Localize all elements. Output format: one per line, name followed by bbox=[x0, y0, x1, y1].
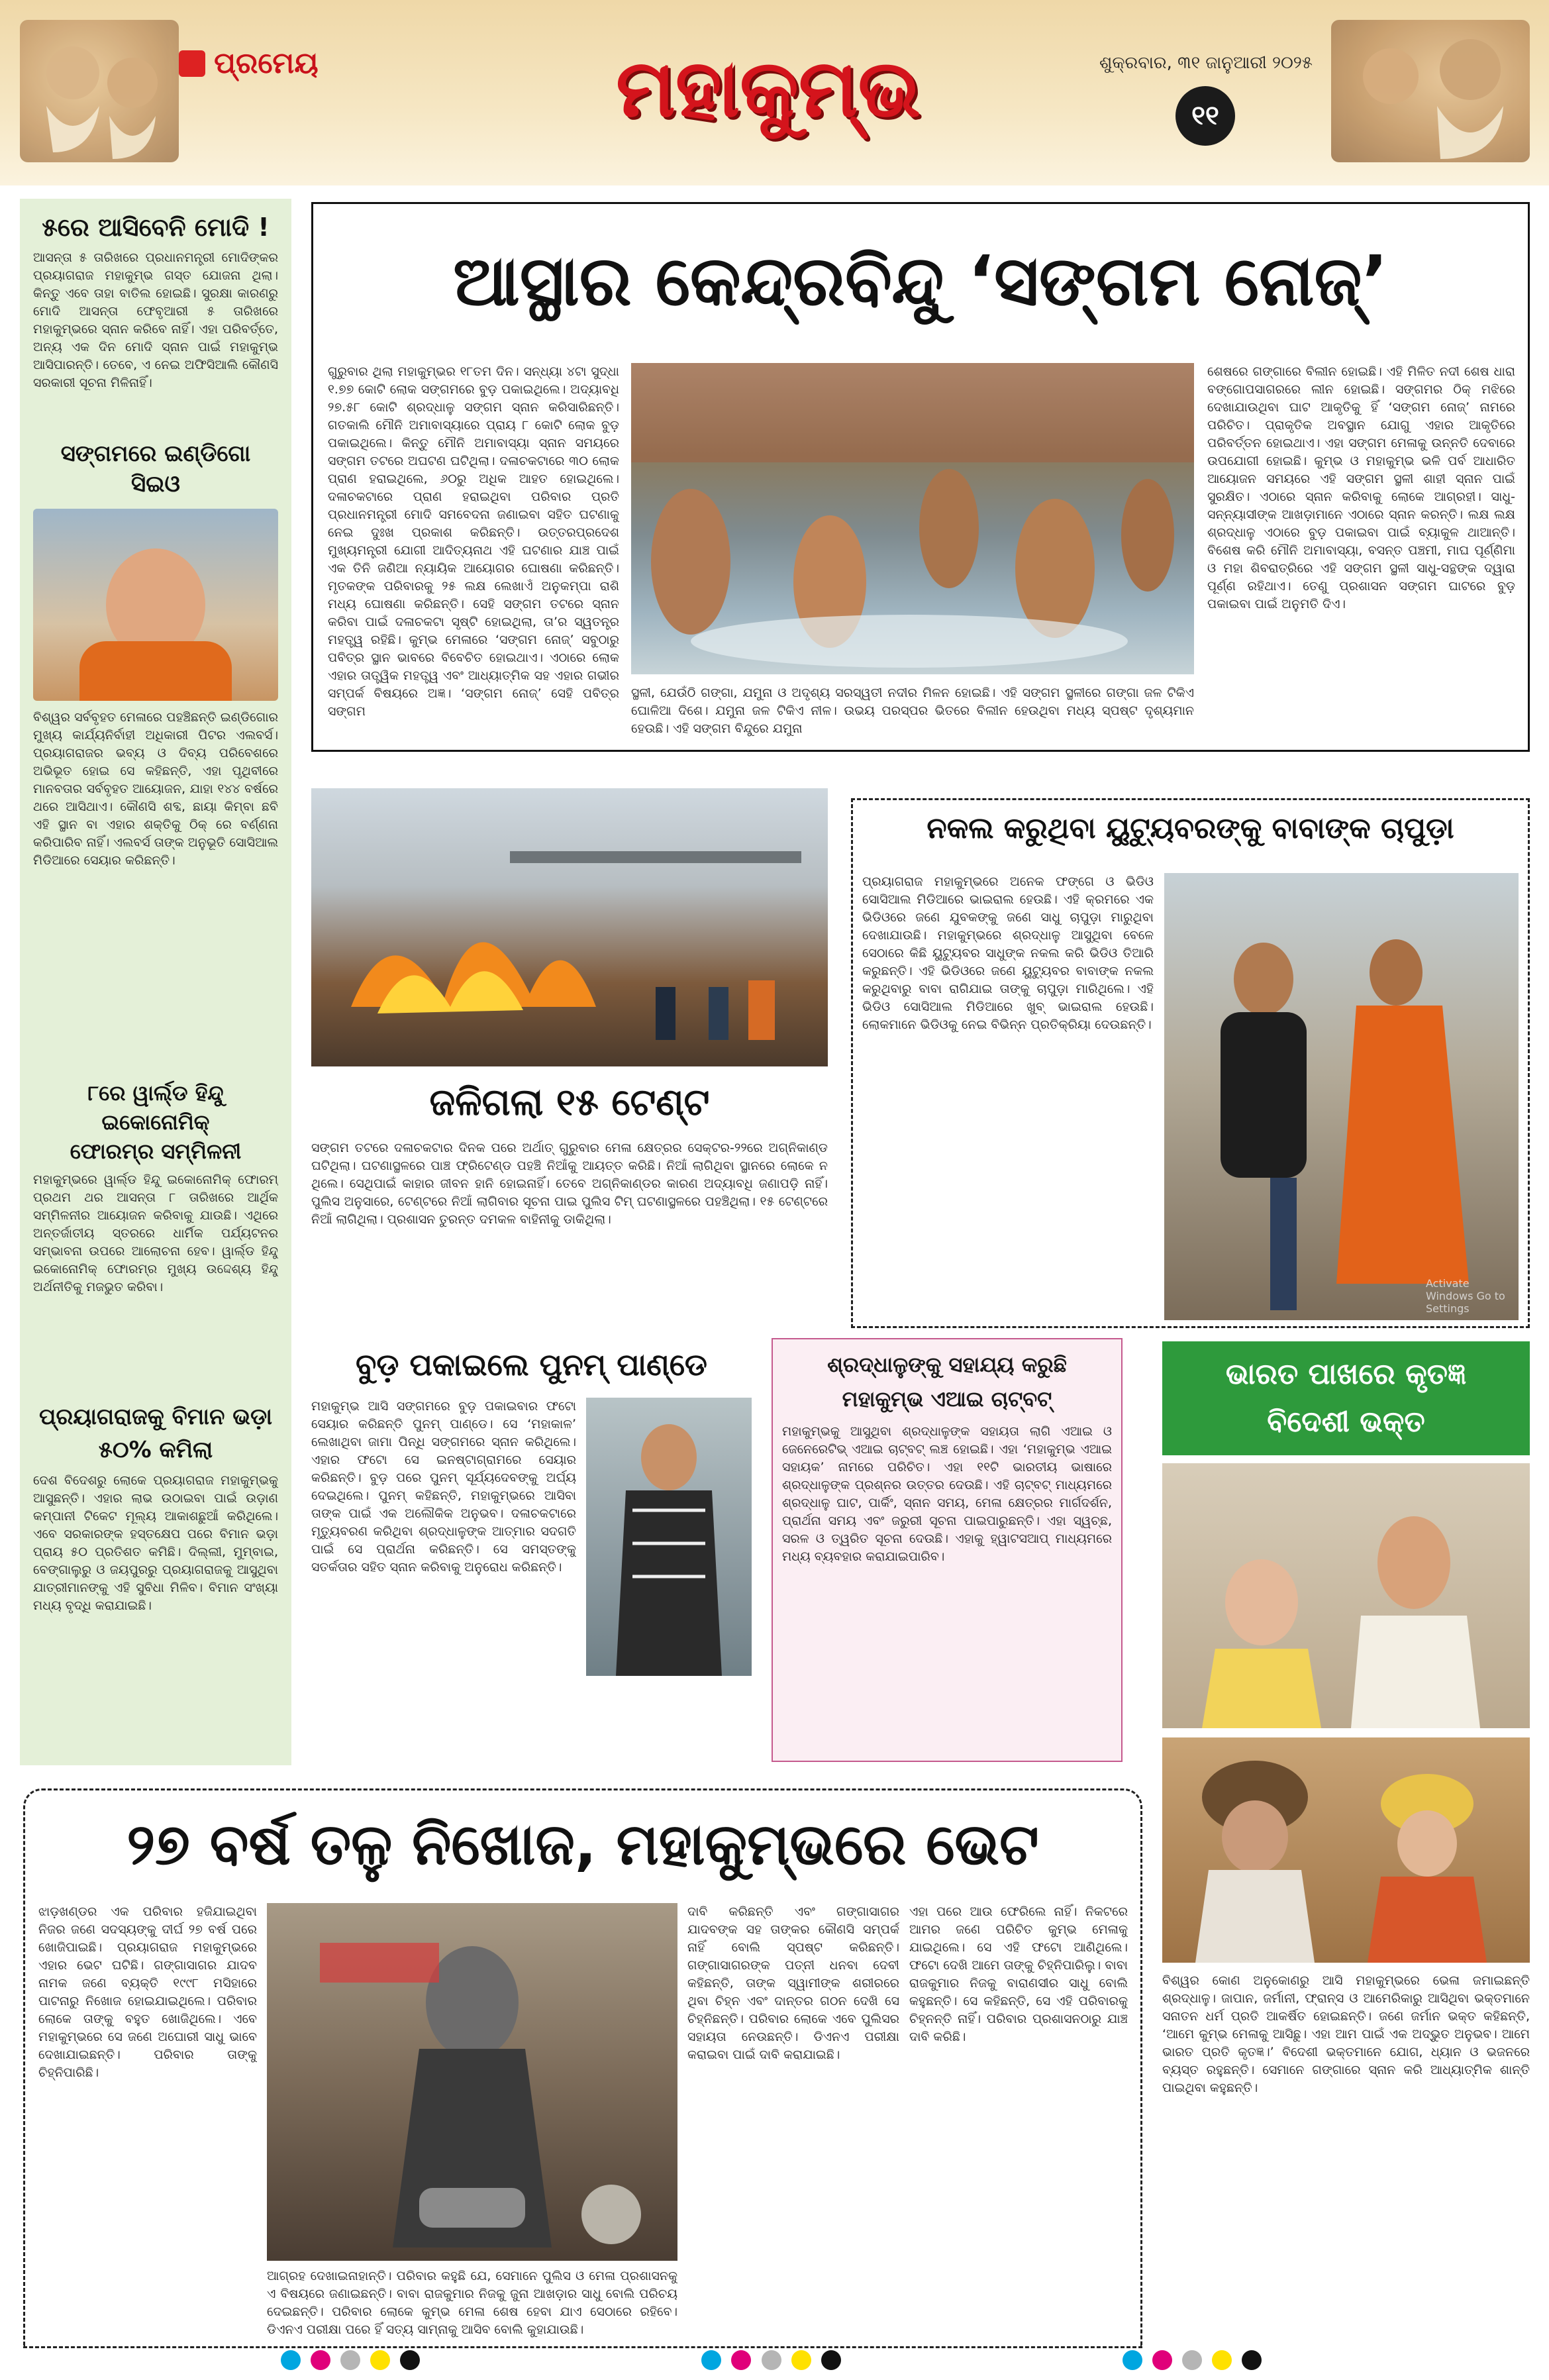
registration-dot bbox=[1242, 2350, 1262, 2370]
foreign-photo-2 bbox=[1162, 1737, 1530, 1963]
lead-headline: ଆସ୍ଥାର କେନ୍ଦ୍ରବିନ୍ଦୁ ‘ସଙ୍ଗମ ନୋଜ୍’ bbox=[453, 240, 1388, 321]
sidebar-text-airfare: ଦେଶ ବିଦେଶରୁ ଲୋକେ ପ୍ରୟାଗରାଜ ମହାକୁମ୍ଭକୁ ଆସୁଛନ୍ତି। ଏହାର ଲାଭ ଉଠାଇବା ପାଇଁ ଉଡ଼ାଣ କମ୍ପାନୀ ଟିକେଟ ମୂଲ୍ୟ ଆକାଶଛୁଆଁ କରିଥିଲେ। ଏବେ ସରକାରଙ୍କ ହସ୍ତକ୍ଷେପ ପରେ ବିମାନ ଭଡ଼ା ପ୍ରାୟ ୫୦ ପ୍ରତିଶତ କମିଛି। ଦିଲ୍ଲୀ, ମୁମ୍ବାଇ, ବେଙ୍ଗାଲୁରୁ ଓ ଜୟପୁରରୁ ପ୍ରୟାଗରାଜକୁ ଆସୁଥିବା ଯାତ୍ରୀମାନଙ୍କୁ ଏହି ସୁବିଧା ମିଳିବ। ବିମାନ ସଂଖ୍ୟା ମଧ୍ୟ ବୃଦ୍ଧି କରାଯାଇଛି। bbox=[33, 1473, 278, 1613]
sadhu-illustration-left bbox=[20, 20, 179, 162]
fire-text: ସଙ୍ଗମ ତଟରେ ଦଳାଚକଟାର ଦିନକ ପରେ ଅର୍ଥାତ୍ ଗୁରୁବାର ମେଳା କ୍ଷେତ୍ରର ସେକ୍ଟର-୨୨ରେ ଅଗ୍ନିକାଣ୍ଡ ଘଟିଥିଲା। ଘଟଣାସ୍ଥଳରେ ପାଞ୍ଚ ଫ୍ରିଟେଣ୍ଡ ପହଞ୍ଚି ନିଆଁକୁ ଆୟତ୍ତ କରିଛି। ନିଆଁ ଲାଗିଥିବା ସ୍ଥାନରେ ଲୋକେ ନ ଥିଲେ। ସେଥିପାଇଁ କାହାର ଜୀବନ ହାନି ହୋଇନାହିଁ। ତେବେ ଅଗ୍ନିକାଣ୍ଡର କାରଣ ଅଦ୍ୟାବଧି ଜଣାପଡ଼ି ନାହିଁ। ପୁଲିସ ଅନୁସାରେ, ଟେଣ୍ଟରେ ନିଆଁ ଲାଗିବାର ସୂଚନା ପାଇ ପୁଲିସ ଟିମ୍ ଘଟଣାସ୍ଥଳରେ ପହଞ୍ଚିଥିଲା। ୧୫ ଟେଣ୍ଟରେ ନିଆଁ ଲାଗିଥିଲା। ପ୍ରଶାସନ ତୁରନ୍ତ ଦମକଳ ବାହିନୀକୁ ଡାକିଥିଲା। bbox=[311, 1141, 828, 1227]
youtuber-text: ପ୍ରୟାଗରାଜ ମହାକୁମ୍ଭରେ ଅନେକ ଫଙ୍ଗେ ଓ ଭିଡିଓ ସୋସିଆଲ ମିଡିଆରେ ଭାଇରାଲ ହେଉଛି। ଏହି କ୍ରମରେ ଏକ ଭିଡିଓରେ ଜଣେ ଯୁବକଙ୍କୁ ଜଣେ ସାଧୁ ଚାପୁଡ଼ା ମାରୁଥିବା ଦେଖାଯାଉଛି। ମହାକୁମ୍ଭରେ ଶ୍ରଦ୍ଧାଳୁ ଆସୁଥିବା ବେଳେ ସେଠାରେ କିଛି ୟୁଟ୍ୟୁବର ସାଧୁଙ୍କ ନକଲ କରି ଭିଡିଓ ତିଆରି କରୁଛନ୍ତି। ଏହି ଭିଡିଓରେ ଜଣେ ୟୁଟ୍ୟୁବର ବାବାଙ୍କ ନକଲ କରୁଥିବାରୁ ବାବା ରାଗିଯାଇ ତାଙ୍କୁ ଚାପୁଡ଼ା ମାରିଥିଲେ। ଏହି ଭିଡିଓ ସୋସିଆଲ ମିଡିଆରେ ଖୁବ୍ ଭାଇରାଲ ହେଉଛି। ଲୋକମାନେ ଭିଡିଓକୁ ନେଇ ବିଭିନ୍ନ ପ୍ରତିକ୍ରିୟା ଦେଉଛନ୍ତି। bbox=[862, 874, 1154, 1032]
print-color-marks bbox=[0, 2350, 1549, 2377]
registration-dot bbox=[1152, 2350, 1172, 2370]
foreign-photo-1 bbox=[1162, 1463, 1530, 1728]
publisher-logo: ପ୍ରମେୟ bbox=[179, 46, 319, 80]
bottom-headline: ୨୭ ବର୍ଷ ତଳୁ ନିଖୋଜ, ମହାକୁମ୍ଭରେ ଭେଟ bbox=[126, 1812, 1039, 1878]
chatbot-text: ମହାକୁମ୍ଭକୁ ଆସୁଥିବା ଶ୍ରଦ୍ଧାଳୁଙ୍କ ସହାୟତା ଲାଗି ଏଆଇ ଓ ଜେନେରେଟିଭ୍ ଏଆଇ ଚାଟ୍‌ବଟ୍ ଲଞ୍ଚ ହୋଇଛି। ଏହା ‘ମହାକୁମ୍ଭ ଏଆଇ ସହାୟକ’ ନାମରେ ପରିଚିତ। ଏହା ୧୧ଟି ଭାରତୀୟ ଭାଷାରେ ଶ୍ରଦ୍ଧାଳୁଙ୍କ ପ୍ରଶ୍ନର ଉତ୍ତର ଦେଉଛି। ଏହି ଚାଟ୍‌ବଟ୍ ମାଧ୍ୟମରେ ଶ୍ରଦ୍ଧାଳୁ ଘାଟ, ପାର୍କିଂ, ସ୍ନାନ ସମୟ, ମେଳା କ୍ଷେତ୍ରର ମାର୍ଗଦର୍ଶନ, ପ୍ରାର୍ଥନା ସମୟ ଏବଂ ଜରୁରୀ ସୂଚନା ପାଇପାରୁଛନ୍ତି। ଏହା ସ୍ୱଚ୍ଛ, ସରଳ ଓ ତ୍ୱରିତ ସୂଚନା ଦେଉଛି। ଏହାକୁ ହ୍ୱାଟସଆପ୍ ମାଧ୍ୟମରେ ମଧ୍ୟ ବ୍ୟବହାର କରାଯାଇପାରିବ। bbox=[782, 1424, 1112, 1564]
registration-dot bbox=[731, 2350, 751, 2370]
left-sidebar bbox=[20, 199, 291, 1765]
fire-photo bbox=[311, 788, 828, 1066]
poonam-headline: ବୁଡ଼ ପକାଇଲେ ପୁନମ୍ ପାଣ୍ଡେ bbox=[355, 1347, 708, 1382]
registration-dot bbox=[400, 2350, 420, 2370]
registration-dot bbox=[370, 2350, 390, 2370]
sadhu-illustration-right bbox=[1331, 20, 1530, 162]
foreign-text: ବିଶ୍ୱର କୋଣ ଅନୁକୋଣରୁ ଆସି ମହାକୁମ୍ଭରେ ଭେଳା ଜମାଇଛନ୍ତି ଶ୍ରଦ୍ଧାଳୁ। ଜାପାନ, ଜର୍ମାନୀ, ଫ୍ରାନ୍ସ ଓ ଆମେରିକାରୁ ଆସିଥିବା ଭକ୍ତମାନେ ସନାତନ ଧର୍ମ ପ୍ରତି ଆକର୍ଷିତ ହୋଇଛନ୍ତି। ଜଣେ ଜର୍ମାନ ଭକ୍ତ କହିଛନ୍ତି, ‘ଆମେ କୁମ୍ଭ ମେଳାକୁ ଆସିଛୁ। ଏହା ଆମ ପାଇଁ ଏକ ଅଦ୍ଭୁତ ଅନୁଭବ। ଆମେ ଭାରତ ପ୍ରତି କୃତଜ୍ଞ।’ ବିଦେଶୀ ଭକ୍ତମାନେ ଯୋଗ, ଧ୍ୟାନ ଓ ଭଜନରେ ବ୍ୟସ୍ତ ରହୁଛନ୍ତି। ସେମାନେ ଗଙ୍ଗାରେ ସ୍ନାନ କରି ଆଧ୍ୟାତ୍ମିକ ଶାନ୍ତି ପାଇଥିବା କହୁଛନ୍ତି। bbox=[1162, 1973, 1530, 2095]
activate-windows-watermark: Activate Windows Go to Settings bbox=[1426, 1277, 1505, 1315]
poonam-text: ମହାକୁମ୍ଭ ଆସି ସଙ୍ଗମରେ ବୁଡ଼ ପକାଇବାର ଫଟୋ ସେୟାର କରିଛନ୍ତି ପୁନମ୍ ପାଣ୍ଡେ। ସେ ‘ମହାକାଳ’ ଲେଖାଥିବା ଜାମା ପିନ୍ଧି ସଙ୍ଗମରେ ସ୍ନାନ କରିଥିଲେ। ଏହାର ଫଟୋ ସେ ଇନଷ୍ଟାଗ୍ରାମରେ ସେୟାର କରିଛନ୍ତି। ବୁଡ଼ ପରେ ପୁନମ୍ ସୂର୍ଯ୍ୟଦେବଙ୍କୁ ଅର୍ଘ୍ୟ ଦେଇଥିଲେ। ପୁନମ୍ କହିଛନ୍ତି, ମହାକୁମ୍ଭରେ ଆସିବା ତାଙ୍କ ପାଇଁ ଏକ ଅଲୌକିକ ଅନୁଭବ। ଦଳାଚକଟାରେ ମୃତ୍ୟୁବରଣ କରିଥିବା ଶ୍ରଦ୍ଧାଳୁଙ୍କ ଆତ୍ମାର ସଦଗତି ପାଇଁ ସେ ପ୍ରାର୍ଥନା କରିଛନ୍ତି। ସେ ସମସ୍ତଙ୍କୁ ସତର୍କତାର ସହିତ ସ୍ନାନ କରିବାକୁ ଅନୁରୋଧ କରିଛନ୍ତି। bbox=[311, 1399, 576, 1575]
sidebar-headline-indigo: ସଙ୍ଗମରେ ଇଣ୍ଡିଗୋ ସିଇଓ bbox=[60, 440, 251, 497]
registration-dot bbox=[311, 2350, 330, 2370]
poonam-story bbox=[311, 1338, 752, 1769]
masthead bbox=[0, 0, 1549, 185]
registration-dot bbox=[791, 2350, 811, 2370]
registration-dot bbox=[281, 2350, 301, 2370]
bottom-caption-under-photo: ଆଗ୍ରହ ଦେଖାଇନାହାନ୍ତି। ପରିବାର କହୁଛି ଯେ, ସେମାନେ ପୁଲିସ ଓ ମେଳା ପ୍ରଶାସନକୁ ଏ ବିଷୟରେ ଜଣାଇଛନ୍ତି। ବାବା ରାଜକୁମାର ନିଜକୁ ଜୁନା ଆଖଡ଼ାର ସାଧୁ ବୋଲି ପରିଚୟ ଦେଇଛନ୍ତି। ପରିବାର ଲୋକେ କୁମ୍ଭ ମେଳା ଶେଷ ହେବା ଯାଏ ସେଠାରେ ରହିବେ। ଡିଏନଏ ପରୀକ୍ଷା ପରେ ହିଁ ସତ୍ୟ ସାମ୍ନାକୁ ଆସିବ ବୋଲି କୁହାଯାଉଛି। bbox=[267, 2269, 677, 2337]
bottom-col1: ଝାଡ଼ଖଣ୍ଡର ଏକ ପରିବାର ହଜିଯାଇଥିବା ନିଜର ଜଣେ ସଦସ୍ୟଙ୍କୁ ଦୀର୍ଘ ୨୭ ବର୍ଷ ପରେ ଖୋଜିପାଇଛି। ପ୍ରୟାଗରାଜ ମହାକୁମ୍ଭରେ ଏହାର ଭେଟ ଘଟିଛି। ଗଙ୍ଗାସାଗର ଯାଦବ ନାମକ ଜଣେ ବ୍ୟକ୍ତି ୧୯୯୮ ମସିହାରେ ପାଟନାରୁ ନିଖୋଜ ହୋଇଯାଇଥିଲେ। ପରିବାର ଲୋକେ ତାଙ୍କୁ ବହୁତ ଖୋଜିଥିଲେ। ଏବେ ମହାକୁମ୍ଭରେ ସେ ଜଣେ ଅଘୋରୀ ସାଧୁ ଭାବେ ଦେଖାଯାଇଛନ୍ତି। ପରିବାର ତାଙ୍କୁ ଚିହ୍ନିପାରିଛି। bbox=[38, 1904, 257, 2080]
chatbot-headline: ଶ୍ରଦ୍ଧାଳୁଙ୍କୁ ସହାଯ୍ୟ କରୁଛି ମହାକୁମ୍ଭ ଏଆଇ ଚାଟ୍‌ବଟ୍ bbox=[827, 1352, 1067, 1412]
registration-dot bbox=[701, 2350, 721, 2370]
registration-dot bbox=[1123, 2350, 1142, 2370]
registration-dot bbox=[340, 2350, 360, 2370]
youtuber-photo bbox=[1164, 873, 1519, 1320]
bottom-col3: ଏହା ପରେ ଆଉ ଫେରିଲେ ନାହିଁ। ନିକଟରେ ଆମର ଜଣେ ପରିଚିତ କୁମ୍ଭ ମେଳାକୁ ଯାଇଥିଲେ। ସେ ଏହି ଫଟୋ ଆଣିଥିଲେ। ଫଟୋ ଦେଖି ଆମେ ତାଙ୍କୁ ଚିହ୍ନିପାରିଲୁ। ବାବା ରାଜକୁମାର ନିଜକୁ ବାରାଣସୀର ସାଧୁ ବୋଲି କହୁଛନ୍ତି। ସେ କହିଛନ୍ତି, ସେ ଏହି ପରିବାରକୁ ଚିହ୍ନନ୍ତି ନାହିଁ। ପରିବାର ପ୍ରଶାସନଠାରୁ ଯାଞ୍ଚ ଦାବି କରିଛି। bbox=[909, 1904, 1128, 2044]
fire-story bbox=[311, 788, 828, 1318]
sidebar-headline-whef: ୮ରେ ୱାର୍ଲ୍ଡ ହିନ୍ଦୁ ଇକୋନୋମିକ୍ ଫୋରମ୍‌ର ସମ୍ମିଳନୀ bbox=[70, 1080, 242, 1164]
registration-dot bbox=[1212, 2350, 1232, 2370]
sidebar-text-modi: ଆସନ୍ତା ୫ ତାରିଖରେ ପ୍ରଧାନମନ୍ତ୍ରୀ ମୋଦିଙ୍କର ପ୍ରୟାଗରାଜ ମହାକୁମ୍ଭ ଗସ୍ତ ଯୋଜନା ଥିଲା। କିନ୍ତୁ ଏବେ ତାହା ବାତିଲ ହୋଇଛି। ସୁରକ୍ଷା କାରଣରୁ ମୋଦି ଆସନ୍ତା ଫେବୃଆରୀ ୫ ତାରିଖରେ ମହାକୁମ୍ଭରେ ସ୍ନାନ କରିବେ ନାହିଁ। ଏହା ପରିବର୍ତ୍ତେ, ଅନ୍ୟ ଏକ ଦିନ ମୋଦି ସ୍ନାନ ପାଇଁ ମହାକୁମ୍ଭ ଆସିପାରନ୍ତି। ତେବେ, ଏ ନେଇ ଅଫିସିଆଲି କୌଣସି ସରକାରୀ ସୂଚନା ମିଳିନାହିଁ। bbox=[33, 250, 278, 390]
registration-dot bbox=[762, 2350, 781, 2370]
fire-headline: ଜଳିଗଲା ୧୫ ଟେଣ୍ଟ bbox=[429, 1081, 710, 1124]
sidebar-text-indigo: ବିଶ୍ୱର ସର୍ବବୃହତ ମେଳାରେ ପହଞ୍ଚିଛନ୍ତି ଇଣ୍ଡିଗୋର ମୁଖ୍ୟ କାର୍ଯ୍ୟନିର୍ବାହୀ ଅଧିକାରୀ ପିଟର ଏଲବର୍ସ। ପ୍ରୟାଗରାଜର ଭବ୍ୟ ଓ ଦିବ୍ୟ ପରିବେଶରେ ଅଭିଭୂତ ହୋଇ ସେ କହିଛନ୍ତି, ଏହା ପୃଥିବୀରେ ମାନବତାର ସର୍ବବୃହତ ଆୟୋଜନ, ଯାହା ୧୪୪ ବର୍ଷରେ ଥରେ ଆସିଥାଏ। କୌଣସି ଶବ୍ଦ, ଛାୟା କିମ୍ବା ଛବି ଏହି ସ୍ଥାନ ବା ଏହାର ଶକ୍ତିକୁ ଠିକ୍ ରେ ବର୍ଣ୍ଣନା କରିପାରିବ ନାହିଁ। ଏଲବର୍ସ ତାଙ୍କ ଅନୁଭୂତି ସୋସିଆଲ ମିଡିଆରେ ସେୟାର କରିଛନ୍ତି। bbox=[33, 710, 278, 868]
lead-col3: ଶେଷରେ ଗଙ୍ଗାରେ ବିଲୀନ ହୋଇଛି। ଏହି ମିଳିତ ନଦୀ ଶେଷ ଧାରା ବଙ୍ଗୋପସାଗରରେ ଲୀନ ହୋଇଛି। ସଙ୍ଗମର ଠିକ୍ ମଝିରେ ଦେଖାଯାଉଥିବା ଘାଟ ଆକୃତିକୁ ହିଁ ‘ସଙ୍ଗମ ନୋଜ୍’ ନାମରେ ପରିଚିତ। ପ୍ରାକୃତିକ ଅବସ୍ଥାନ ଯୋଗୁ ଏହାର ଆକୃତିରେ ପରିବର୍ତ୍ତନ ହୋଇଥାଏ। ଏହା ସଙ୍ଗମ ମେଳାକୁ ଉନ୍ନତି ଦେବାରେ ଉପଯୋଗୀ ହୋଇଛି। କୁମ୍ଭ ଓ ମହାକୁମ୍ଭ ଭଳି ପର୍ବ ଆଧାରିତ ଆୟୋଜନ ସମୟରେ ଏହି ସଙ୍ଗମ ସ୍ଥଳୀ ଶାହୀ ସ୍ନାନ ପାଇଁ ସୁରକ୍ଷିତ। ଏଠାରେ ସ୍ନାନ କରିବାକୁ ଲୋକେ ଆଗ୍ରହୀ। ସାଧୁ-ସନ୍ନ୍ୟାସୀଙ୍କ ଆଖଡ଼ାମାନେ ଏଠାରେ ସ୍ନାନ କରନ୍ତି। ଲକ୍ଷ ଲକ୍ଷ ଶ୍ରଦ୍ଧାଳୁ ଏଠାରେ ବୁଡ଼ ପକାଇବା ପାଇଁ ବ୍ୟାକୁଳ ଥାଆନ୍ତି। ବିଶେଷ କରି ମୌନି ଅମାବାସ୍ୟା, ବସନ୍ତ ପଞ୍ଚମୀ, ମାଘ ପୂର୍ଣ୍ଣିମା ଓ ମହା ଶିବରାତ୍ରିରେ ଏହି ସଙ୍ଗମ ସ୍ଥଳୀ ସାଧୁ-ସନ୍ଥଙ୍କ ଦ୍ୱାରା ପୂର୍ଣ୍ଣ ରହିଥାଏ। ତେଣୁ ପ୍ରଶାସନ ସଙ୍ଗମ ଘାଟରେ ବୁଡ଼ ପକାଇବା ପାଇଁ ଅନୁମତି ଦିଏ। bbox=[1207, 364, 1515, 611]
bottom-col2: ଦାବି କରିଛନ୍ତି ଏବଂ ଗଙ୍ଗାସାଗର ଯାଦବଙ୍କ ସହ ତାଙ୍କର କୌଣସି ସମ୍ପର୍କ ନାହିଁ ବୋଲି ସ୍ପଷ୍ଟ କରିଛନ୍ତି। ଗଙ୍ଗାସାଗରଙ୍କ ପତ୍ନୀ ଧନବା ଦେବୀ କହିଛନ୍ତି, ତାଙ୍କ ସ୍ୱାମୀଙ୍କ ଶରୀରରେ ଥିବା ଚିହ୍ନ ଏବଂ ଦାନ୍ତର ଗଠନ ଦେଖି ସେ ଚିହ୍ନିଛନ୍ତି। ପରିବାର ଲୋକେ ଏବେ ପୁଲିସର ସହାୟତା ନେଉଛନ୍ତି। ଡିଏନଏ ପରୀକ୍ଷା କରାଇବା ପାଇଁ ଦାବି କରାଯାଇଛି। bbox=[687, 1904, 899, 2062]
page-number-badge: ୧୧ bbox=[1175, 86, 1235, 146]
poonam-photo bbox=[586, 1398, 752, 1676]
sidebar-headline-modi: ୫ରେ ଆସିବେନି ମୋଦି ! bbox=[42, 213, 270, 242]
foreign-headline: ଭାରତ ପାଖରେ କୃତଜ୍ଞ ବିଦେଶୀ ଭକ୍ତ bbox=[1162, 1341, 1530, 1455]
foreign-story bbox=[1162, 1341, 1530, 2095]
youtuber-headline: ନକଲ କରୁଥିବା ୟୁଟ୍ୟୁବରଙ୍କୁ ବାବାଙ୍କ ଚାପୁଡ଼ା bbox=[926, 811, 1454, 845]
section-title: ମହାକୁମ୍ଭ bbox=[616, 43, 921, 135]
sidebar-headline-airfare: ପ୍ରୟାଗରାଜକୁ ବିମାନ ଭଡ଼ା ୫୦% କମିଲା bbox=[39, 1404, 272, 1463]
registration-dot bbox=[821, 2350, 841, 2370]
indigo-ceo-photo bbox=[33, 509, 278, 701]
bottom-story-box bbox=[23, 1788, 1142, 2348]
chatbot-story-box bbox=[772, 1338, 1123, 1762]
registration-dot bbox=[1182, 2350, 1202, 2370]
lead-story-box bbox=[311, 202, 1530, 752]
lead-col1: ଗୁରୁବାର ଥିଲା ମହାକୁମ୍ଭର ୧୮ତମ ଦିନ। ସନ୍ଧ୍ୟା ୪ଟା ସୁଦ୍ଧା ୧.୭୭ କୋଟି ଲୋକ ସଙ୍ଗମରେ ବୁଡ଼ ପକାଇଥିଲେ। ଅଦ୍ୟାବଧି ୨୭.୫୮ କୋଟି ଶ୍ରଦ୍ଧାଳୁ ସଙ୍ଗମ ସ୍ନାନ କରିସାରିଛନ୍ତି। ଗତକାଲି ମୌନି ଅମାବାସ୍ୟାରେ ପ୍ରାୟ ୮ କୋଟି ଲୋକ ବୁଡ଼ ପକାଇଥିଲେ। କିନ୍ତୁ ମୌନି ଅମାବାସ୍ୟା ସ୍ନାନ ସମୟରେ ସଙ୍ଗମ ତଟରେ ଅଘଟଣ ଘଟିଥିଲା। ଦଳାଚକଟାରେ ୩୦ ଲୋକ ପ୍ରାଣ ହରାଇଥିଲେ, ୬୦ରୁ ଅଧିକ ଆହତ ହୋଇଥିଲେ। ଦଳାଚକଟାରେ ପ୍ରାଣ ହରାଇଥିବା ପରିବାର ପ୍ରତି ପ୍ରଧାନମନ୍ତ୍ରୀ ମୋଦି ସମବେଦନା ଜଣାଇବା ସହିତ ଘଟଣାକୁ ନେଇ ଦୁଃଖ ପ୍ରକାଶ କରିଛନ୍ତି। ଉତ୍ତରପ୍ରଦେଶ ମୁଖ୍ୟମନ୍ତ୍ରୀ ଯୋଗୀ ଆଦିତ୍ୟନାଥ ଏହି ଘଟଣାର ଯାଞ୍ଚ ପାଇଁ ଏକ ତିନି ଜଣିଆ ନ୍ୟାୟିକ ଆୟୋଗର ଘୋଷଣା କରିଛନ୍ତି। ମୃତକଙ୍କ ପରିବାରକୁ ୨୫ ଲକ୍ଷ ଲେଖାଏଁ ଅନୁକମ୍ପା ରାଶି ମଧ୍ୟ ଘୋଷଣା କରିଛନ୍ତି। ସେହି ସଙ୍ଗମ ତଟରେ ସ୍ନାନ କରିବା ପାଇଁ ଦଳାଚକଟା ସୃଷ୍ଟି ହୋଇଥିଲା, ତା’ର ସ୍ୱତନ୍ତ୍ର ମହତ୍ତ୍ୱ ରହିଛି। କୁମ୍ଭ ମେଳାରେ ‘ସଙ୍ଗମ ନୋଜ୍’ ସବୁଠାରୁ ପବିତ୍ର ସ୍ଥାନ ଭାବରେ ବିବେଚିତ ହୋଇଥାଏ। ଏଠାରେ ଲୋକ ଏହାର ତାତ୍ତ୍ୱିକ ମହତ୍ତ୍ୱ ଏବଂ ଆଧ୍ୟାତ୍ମିକ ସହ ଏହାର ଗଭୀର ସମ୍ପର୍କ ବିଷୟରେ ଅଜ୍ଞ। ‘ସଙ୍ଗମ ନୋଜ୍’ ସେହି ପବିତ୍ର ସଙ୍ଗମ bbox=[328, 364, 619, 719]
sidebar-text-whef: ମହାକୁମ୍ଭରେ ୱାର୍ଲ୍ଡ ହିନ୍ଦୁ ଇକୋନୋମିକ୍ ଫୋରମ୍ ପ୍ରଥମ ଥର ଆସନ୍ତା ୮ ତାରିଖରେ ଆର୍ଥିକ ସମ୍ମିଳନୀର ଆୟୋଜନ କରିବାକୁ ଯାଉଛି। ଏଥିରେ ଅନ୍ତର୍ଜାତୀୟ ସ୍ତରରେ ଧାର୍ମିକ ପର୍ଯ୍ୟଟନର ସମ୍ଭାବନା ଉପରେ ଆଲୋଚନା ହେବ। ୱାର୍ଲ୍ଡ ହିନ୍ଦୁ ଇକୋନୋମିକ୍ ଫୋରମ୍‌ର ମୁଖ୍ୟ ଉଦ୍ଦେଶ୍ୟ ହିନ୍ଦୁ ଅର୍ଥନୀତିକୁ ମଜଭୁତ କରିବା। bbox=[33, 1172, 278, 1294]
issue-date: ଶୁକ୍ରବାର, ୩୧ ଜାନୁଆରୀ ୨୦୨୫ bbox=[1099, 53, 1313, 73]
lead-col-under-photo: ସ୍ଥଳୀ, ଯେଉଁଠି ଗଙ୍ଗା, ଯମୁନା ଓ ଅଦୃଶ୍ୟ ସରସ୍ୱତୀ ନଦୀର ମିଳନ ହୋଇଛି। ଏହି ସଙ୍ଗମ ସ୍ଥଳୀରେ ଗଙ୍ଗା ଜଳ ଟିକିଏ ଘୋଳିଆ ଦିଶେ। ଯମୁନା ଜଳ ଟିକିଏ ନୀଳ। ଉଭୟ ପରସ୍ପର ଭିତରେ ବିଲୀନ ହେଉଥିବା ମଧ୍ୟ ସ୍ପଷ୍ଟ ଦୃଶ୍ୟମାନ ହେଉଛି। ଏହି ସଙ୍ଗମ ବିନ୍ଦୁରେ ଯମୁନା bbox=[631, 686, 1194, 736]
bottom-photo-sadhu bbox=[267, 1903, 677, 2261]
lead-photo-bathing bbox=[631, 363, 1194, 674]
youtuber-story-box bbox=[851, 798, 1530, 1328]
